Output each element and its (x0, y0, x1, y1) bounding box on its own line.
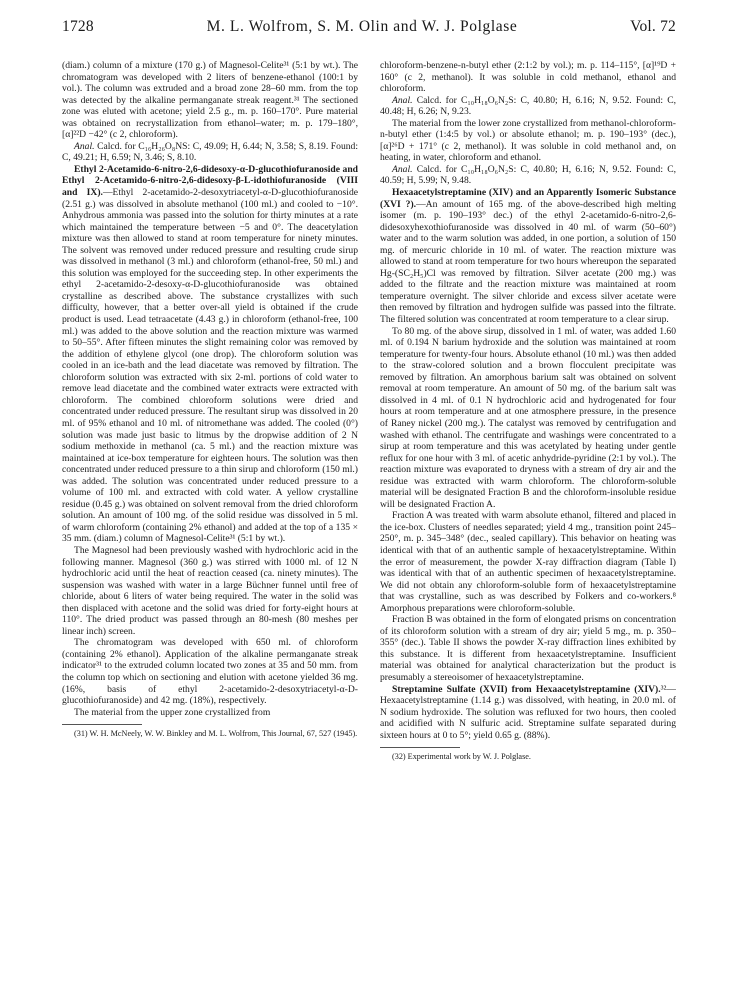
analysis-text: Calcd. for C₁₆H₂₆O₈NS: C, 49.09; H, 6.44; N, 3.58; S, 8.19. Found: C, 49.21; H, 6.59; N, 3.46; S, 8.10. (62, 140, 358, 164)
anal-label: Anal. (392, 163, 413, 175)
running-head-authors: M. L. Wolfrom, S. M. Olin and W. J. Polglase (206, 18, 518, 35)
paragraph: The chromatogram was developed with 650 ml. of chloroform (containing 2% ethanol). Application of the alkaline permanganate streak indicator³¹ to the extruded column located two zones at 35 and 50 mm. from the column top which on sectioning and elution with acetone yielded 36 mg. (16%, basis of ethyl 2-acetamido-2-desoxytriacetyl-α-D-glucothiofuranoside) and 42 mg. (18%), respectively. (62, 637, 358, 707)
paragraph: The Magnesol had been previously washed with hydrochloric acid in the following manner. Magnesol (360 g.) was stirred with 1000 ml. of 12 N hydrochloric acid until the heat of reaction ceased (ca. ninety minutes). The suspension was washed with water in a large Büchner funnel until free of chloride, about 6 liters of water being required. The water in the solid was then displaced with acetone and the solid was dried for forty-eight hours at 110°. The dried product was passed through an 80-mesh (80 meshes per linear inch) screen. (62, 544, 358, 637)
analysis-text: Calcd. for C₁₀H₁₈O₆N₂S: C, 40.80; H, 6.16; N, 9.52. Found: C, 40.48; H, 6.26; N, 9.23. (380, 94, 676, 118)
section-paragraph (380, 187, 676, 326)
paragraph: Fraction A was treated with warm absolute ethanol, filtered and placed in the ice-box. Clusters of needles separated; yield 4 mg., transition point 245–250°, m. p. 345–348° (dec., sealed capillary). This behavior on heating was identical with that of an authentic sample of hexaacetylstreptamine. Within the error of measurement, the powder X-ray diffraction diagram (Table I) was identical with that of an authentic specimen of hexaacetylstreptamine. We did not obtain any chloroform-soluble form of hexaacetylstreptamine that was crystalline, such as was described by Folkers and co-workers.⁸ Amorphous preparations were chloroform-soluble. (380, 510, 676, 614)
left-column (62, 60, 358, 990)
volume-label: Vol. 72 (630, 18, 676, 35)
section-paragraph (380, 684, 676, 742)
footnote-divider (380, 747, 460, 748)
footnote: (32) Experimental work by W. J. Polglase. (392, 752, 531, 762)
section-text: —Hexaacetylstreptamine (1.14 g.) was dissolved, with heating, in 20.0 ml. of N sodium hydroxide. The solution was refluxed for two hours, then cooled and acidified with N sulfuric acid. Streptamine sulfate separated during sixteen hours at 0 to 5°; yield 0.65 g. (88%). (380, 683, 676, 741)
section-paragraph (62, 164, 358, 545)
paragraph: chloroform-benzene-n-butyl ether (2:1:2 by vol.); m. p. 114–115°, [α]¹⁹D + 160° (c 2, methanol). It was soluble in cold methanol, ethanol and chloroform. (380, 60, 676, 95)
analysis-text: Calcd. for C₁₀H₁₈O₆N₂S: C, 40.80; H, 6.16; N, 9.52. Found: C, 40.59; H, 5.99; N, 9.48. (380, 163, 676, 187)
analysis-paragraph (62, 141, 358, 164)
section-text: —Ethyl 2-acetamido-2-desoxytriacetyl-α-D-glucothiofuranoside (2.51 g.) was dissolved in absolute methanol (100 ml.) and cooled to −10°. Anhydrous ammonia was passed into the solution for thirty minutes at a rate which maintained the temperature between −5 and 0°. The deacetylation mixture was then allowed to stand at room temperature for ninety minutes. The solvent was removed under reduced pressure and resulting crude sirup was dissolved in methanol (3 ml.) and chloroform (ethanol-free, 50 ml.) and this solution was employed for the succeeding step. In other experiments the ethyl 2-acetamido-2-desoxy-α-D-glucothiofuranoside was obtained crystalline as described above. The substance crystallizes with such difficulty, however, that a better over-all yield is obtained if the crude product is used. Lead tetraacetate (4.43 g.) in chloroform (ethanol-free, 100 ml.) was added to the above solution and the reaction mixture was warmed to 50–55°. After fifteen minutes the slight remaining color was removed by the addition of ethylene glycol (one drop). The chloroform solution was cooled in an ice-bath and the lead diacetate was removed by filtration. The chloroform solution was extracted with six 2-ml. portions of cold water to remove lead diacetate and the combined water extracts were extracted with chloroform. The combined chloroform solutions were dried and concentrated under reduced pressure. The resultant sirup was dissolved in 20 ml. of 95% ethanol and 10 ml. of nitromethane was added. The cooled (0°) solution was made just basic to litmus by the dropwise addition of 2 N sodium methoxide in methanol (ca. 5 ml.) and the reaction mixture was maintained at ice-box temperature for eighteen hours. The solution was then concentrated under reduced pressure to a thin sirup and chloroform (150 ml.) was added. The solution was concentrated under reduced pressure to a volume of 100 ml. and extracted with cold water. A yellow crystalline residue (0.45 g.) was obtained on solvent removal from the dried chloroform solution. An amount of 100 mg. of the solid residue was dissolved in 5 ml. of warm chloroform (containing 2% ethanol) and added at the top of a 135 × 35 mm. (diam.) column of Magnesol-Celite³¹ (5:1 by wt.). (62, 187, 358, 545)
anal-label: Anal. (392, 94, 413, 106)
page-number: 1728 (62, 18, 94, 35)
section-heading: Ethyl 2-Acetamido-6-nitro-2,6-didesoxy-α-D-glucothiofuranoside and Ethyl 2-Acetamido-6-nitro-2,6-didesoxy-β-L-idothiofuranoside (VIII and IX). (62, 163, 358, 199)
paragraph: The material from the lower zone crystallized from methanol-chloroform-n-butyl ether (1:4:5 by vol.) or absolute ethanol; m. p. 190–193° (dec.), [α]²⁶D + 171° (c 2, methanol). It was soluble in cold methanol and, on heating, in water, chloroform and ethanol. (380, 117, 676, 164)
anal-label: Anal. (74, 140, 95, 152)
running-header (62, 18, 676, 46)
section-text: —An amount of 165 mg. of the above-described high melting isomer (m. p. 190–193° dec.) of the ethyl 2-acetamido-6-nitro-2,6-didesoxyhexothiofuranoside was dissolved in 40 ml. of warm (50–60°) water and to the warm solution was added, in one portion, a solution of 150 mg. of mercuric chloride in 10 ml. of water. The reaction mixture was allowed to stand at room temperature for two hours whereupon the separated Hg-(SC₂H₅)Cl was removed by filtration. Silver acetate (200 mg.) was added to the filtrate and the reaction mixture was maintained at room temperature overnight. The silver chloride and excess silver acetate were then removed by filtration and hydrogen sulfide was passed into the filtrate. The filtered solution was concentrated at room temperature to a clear sirup. (380, 198, 676, 326)
section-heading: Streptamine Sulfate (XVII) from Hexaacetylstreptamine (XIV). (392, 683, 661, 695)
paragraph: Fraction B was obtained in the form of elongated prisms on concentration of its chloroform solution with a stream of dry air; yield 5 mg., m. p. 350–355° (dec.). Table II shows the powder X-ray diffraction lines exhibited by this substance. It is different from hexaacetylstreptamine. Insufficient material was obtained for analytical characterization but the product is presumably a stereoisomer of hexaacetylstreptamine. (380, 614, 676, 683)
analysis-paragraph (380, 95, 676, 118)
footnote-ref: ³² (660, 683, 667, 695)
paragraph: To 80 mg. of the above sirup, dissolved in 1 ml. of water, was added 1.60 ml. of 0.194 N barium hydroxide and the solution was maintained at room temperature for twenty-four hours. Absolute ethanol (10 ml.) was then added to the straw-colored solution and a brown flocculent precipitate was removed by filtration. An amorphous barium salt was obtained on solvent removal at room temperature. An amount of 50 mg. of the barium salt was dissolved in 4 ml. of 0.1 N hydrochloric acid and hydrogenated for four hours at room temperature and at one atmosphere pressure, in the presence of Raney nickel (200 mg.). The catalyst was removed by centrifugation and washed with ethanol. The centrifugate and washings were concentrated to a sirup at room temperature and this was acetylated by heating under gentle reflux for one hour with 3 ml. of acetic anhydride-pyridine (2:1 by vol.). The reaction mixture was evaporated to dryness with a stream of dry air and the residue was extracted with warm chloroform. The chloroform-soluble material will be designated Fraction B and the chloroform-insoluble residue will be designated Fraction A. (380, 325, 676, 510)
paragraph: (diam.) column of a mixture (170 g.) of Magnesol-Celite³¹ (5:1 by wt.). The chromatogram was developed with 2 liters of benzene-ethanol (100:1 by vol.). The column was extruded and a broad zone 28–60 mm. from the top was detected by the alkaline permanganate streak reagent.³¹ The sectioned zone was eluted with acetone; yield 2.5 g., m. p. 160–170°. Pure material was obtained on recrystallization from ethanol–water; m. p. 179–180°, [α]²²D −42° (c 2, chloroform). (62, 60, 358, 141)
section-heading: Hexaacetylstreptamine (XIV) and an Apparently Isomeric Substance (XVI ?). (380, 187, 676, 210)
footnote-divider (62, 724, 142, 725)
footnote: (31) W. H. McNeely, W. W. Binkley and M. L. Wolfrom, This Journal, 67, 527 (1945). (74, 729, 358, 739)
analysis-paragraph (380, 164, 676, 187)
right-column (380, 60, 676, 990)
paragraph: The material from the upper zone crystallized from (74, 706, 271, 718)
